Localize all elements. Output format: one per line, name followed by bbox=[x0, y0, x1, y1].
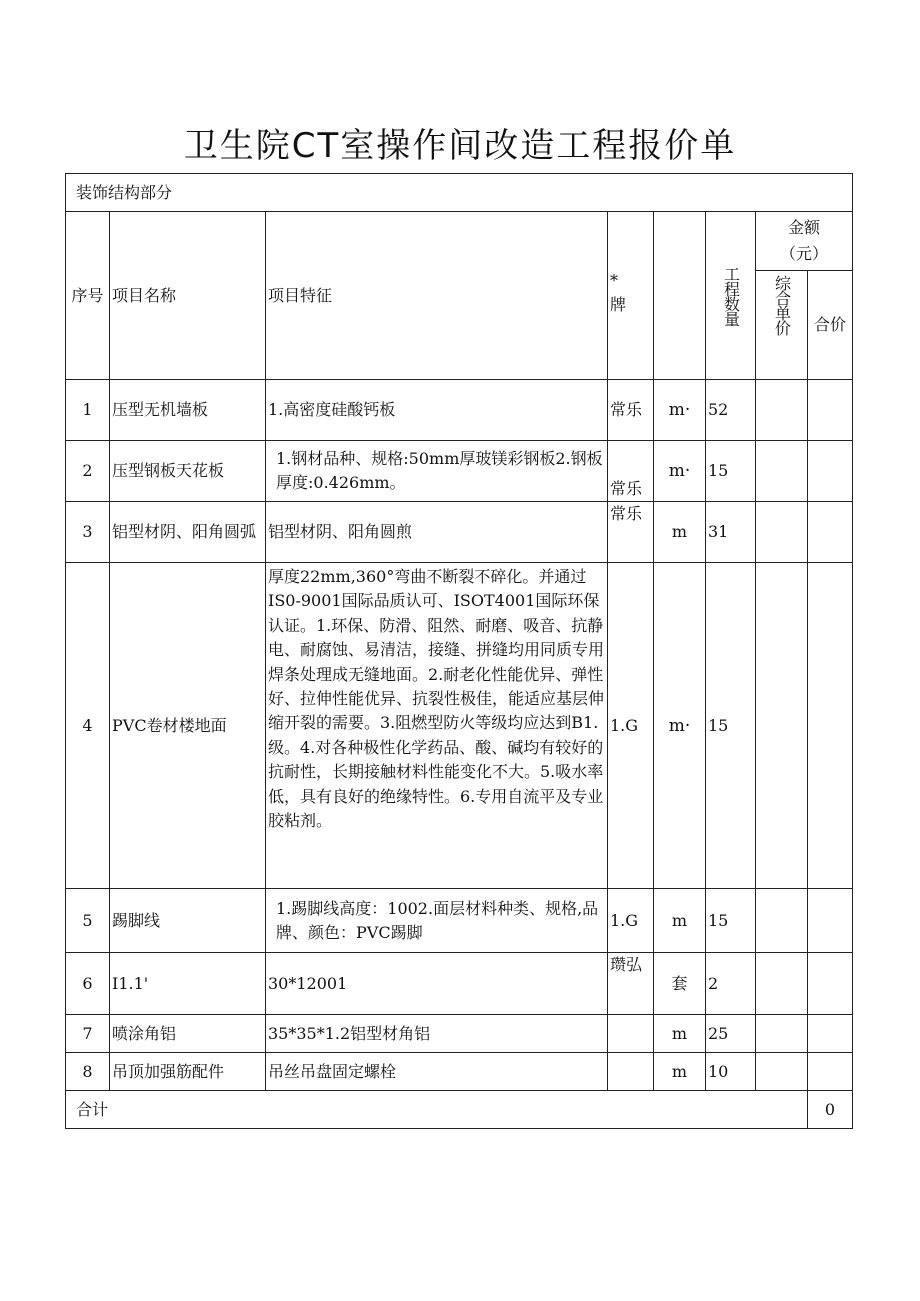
row-total bbox=[808, 953, 853, 1015]
row-feature: 厚度22mm,360°弯曲不断裂不碎化。并通过IS0-9001国际品质认可、ISOT4001国际环保认证。1.环保、防滑、阻然、耐磨、吸音、抗静电、耐腐蚀、易清洁，接缝、拼缝均用同质专用焊条处理成无缝地面。2.耐老化性能优异、弹性好、拉伸性能优异、抗裂性极佳，能适应基层伸缩开裂的需要。3.阻燃型防火等级均应达到B1.级。4.对各种极性化学药品、酸、碱均有较好的抗耐性，长期接触材料性能变化不大。5.吸水率低，具有良好的绝缘特性。6.专用自流平及专业胶粘剂。 bbox=[266, 563, 608, 889]
row-no: 8 bbox=[66, 1053, 110, 1091]
row-qty: 15 bbox=[706, 441, 756, 502]
section-row bbox=[66, 174, 853, 212]
row-no: 4 bbox=[66, 563, 110, 889]
header-unit-price bbox=[756, 271, 808, 380]
header-unit bbox=[654, 212, 706, 380]
row-brand: 1.G bbox=[608, 563, 654, 889]
row-name: 吊顶加强筋配件 bbox=[110, 1053, 266, 1091]
row-qty: 15 bbox=[706, 889, 756, 953]
row-unit-price bbox=[756, 953, 808, 1015]
row-feature: 铝型材阴、阳角圆煎 bbox=[266, 502, 608, 563]
footer-row bbox=[66, 1091, 853, 1129]
row-name: 压型无机墙板 bbox=[110, 380, 266, 441]
table-row bbox=[66, 953, 853, 1015]
header-name: 项目名称 bbox=[110, 212, 266, 380]
row-unit: m· bbox=[654, 563, 706, 889]
row-name: 压型钢板天花板 bbox=[110, 441, 266, 502]
row-name: I1.1' bbox=[110, 953, 266, 1015]
row-feature: 35*35*1.2铝型材角铝 bbox=[266, 1015, 608, 1053]
row-no: 5 bbox=[66, 889, 110, 953]
row-feature: 吊丝吊盘固定螺栓 bbox=[266, 1053, 608, 1091]
row-unit: m bbox=[654, 1015, 706, 1053]
table-row bbox=[66, 1015, 853, 1053]
row-no: 2 bbox=[66, 441, 110, 502]
header-unit-price-text: 综合单价 bbox=[772, 275, 792, 335]
header-brand: * 牌 bbox=[608, 212, 654, 380]
row-unit-price bbox=[756, 889, 808, 953]
row-feature: 1.钢材品种、规格:50mm厚玻镁彩钢板2.钢板厚度:0.426mm。 bbox=[266, 441, 608, 502]
row-total bbox=[808, 1053, 853, 1091]
row-qty: 25 bbox=[706, 1015, 756, 1053]
row-unit-price bbox=[756, 441, 808, 502]
row-brand bbox=[608, 1053, 654, 1091]
row-unit: m bbox=[654, 889, 706, 953]
row-name: PVC卷材楼地面 bbox=[110, 563, 266, 889]
row-unit-price bbox=[756, 563, 808, 889]
row-no: 7 bbox=[66, 1015, 110, 1053]
row-unit: m bbox=[654, 502, 706, 563]
row-name: 铝型材阴、阳角圆弧 bbox=[110, 502, 266, 563]
table-row bbox=[66, 1053, 853, 1091]
row-unit: m bbox=[654, 1053, 706, 1091]
row-brand: 常乐 bbox=[608, 502, 654, 563]
row-feature: 1.高密度硅酸钙板 bbox=[266, 380, 608, 441]
row-qty: 2 bbox=[706, 953, 756, 1015]
table-row bbox=[66, 380, 853, 441]
row-unit-price bbox=[756, 380, 808, 441]
header-qty bbox=[706, 212, 756, 380]
header-total: 合价 bbox=[808, 271, 853, 380]
row-feature: 30*12001 bbox=[266, 953, 608, 1015]
table-row bbox=[66, 889, 853, 953]
row-no: 3 bbox=[66, 502, 110, 563]
row-brand: 常乐 bbox=[608, 441, 654, 502]
row-name: 喷涂角铝 bbox=[110, 1015, 266, 1053]
row-name: 踢脚线 bbox=[110, 889, 266, 953]
row-total bbox=[808, 441, 853, 502]
row-qty: 15 bbox=[706, 563, 756, 889]
row-unit: 套 bbox=[654, 953, 706, 1015]
header-row bbox=[66, 212, 853, 271]
row-brand: 常乐 bbox=[608, 380, 654, 441]
section-label: 装饰结构部分 bbox=[66, 174, 853, 212]
row-qty: 52 bbox=[706, 380, 756, 441]
table-row bbox=[66, 563, 853, 889]
row-qty: 31 bbox=[706, 502, 756, 563]
row-unit: m· bbox=[654, 380, 706, 441]
row-brand bbox=[608, 1015, 654, 1053]
table-row bbox=[66, 441, 853, 502]
row-total bbox=[808, 563, 853, 889]
row-qty: 10 bbox=[706, 1053, 756, 1091]
row-total bbox=[808, 502, 853, 563]
row-feature: 1.踢脚线高度：1002.面层材料种类、规格,品牌、颜色：PVC踢脚 bbox=[266, 889, 608, 953]
quote-table bbox=[65, 173, 853, 1129]
row-total bbox=[808, 1015, 853, 1053]
header-qty-text: 工程数量 bbox=[721, 265, 741, 326]
row-unit-price bbox=[756, 1053, 808, 1091]
row-unit-price bbox=[756, 1015, 808, 1053]
row-total bbox=[808, 380, 853, 441]
row-unit: m· bbox=[654, 441, 706, 502]
footer-label: 合计 bbox=[66, 1091, 808, 1129]
table-row bbox=[66, 502, 853, 563]
row-unit-price bbox=[756, 502, 808, 563]
row-brand: 1.G bbox=[608, 889, 654, 953]
row-no: 6 bbox=[66, 953, 110, 1015]
row-total bbox=[808, 889, 853, 953]
header-feature: 项目特征 bbox=[266, 212, 608, 380]
row-brand: 瓒弘 bbox=[608, 953, 654, 1015]
row-no: 1 bbox=[66, 380, 110, 441]
page-title: 卫生院CT室操作间改造工程报价单 bbox=[183, 126, 737, 166]
header-amount: 金额（元） bbox=[756, 212, 853, 271]
header-no: 序号 bbox=[66, 212, 110, 380]
footer-total: 0 bbox=[808, 1091, 853, 1129]
